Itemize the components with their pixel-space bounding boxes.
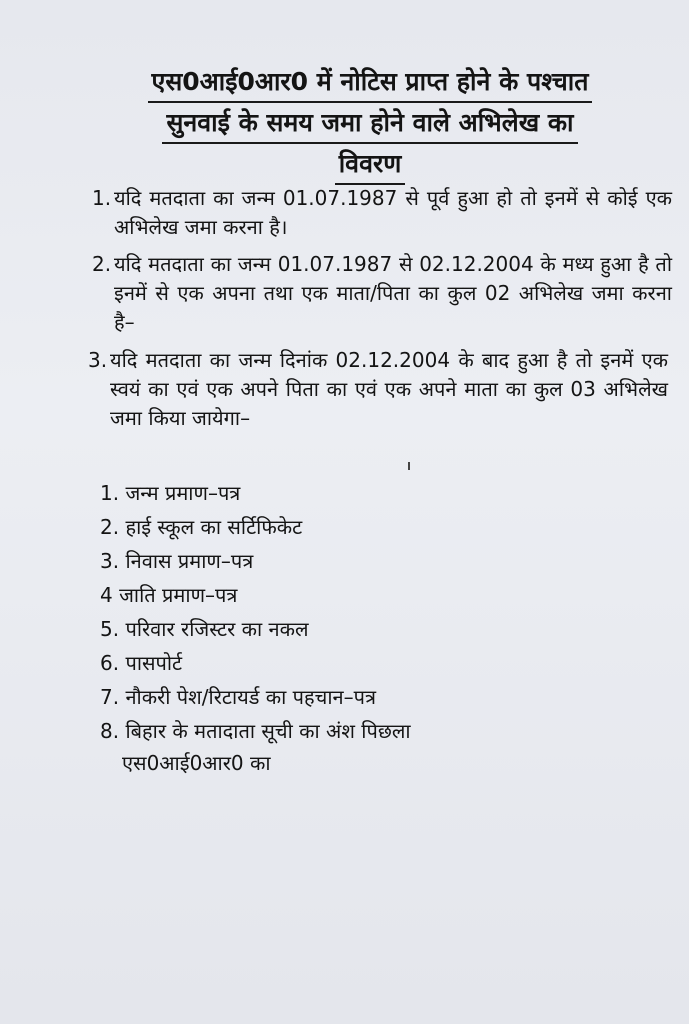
list-number: 1.	[100, 481, 120, 505]
condition-number: 3.	[88, 348, 108, 372]
list-text: जाति प्रमाण–पत्र	[119, 583, 238, 607]
title-line-3: विवरण	[335, 145, 406, 185]
list-text: नौकरी पेश/रिटायर्ड का पहचान–पत्र	[125, 685, 377, 709]
document-title	[70, 62, 670, 185]
list-number: 6.	[100, 651, 120, 675]
list-item	[100, 578, 600, 612]
condition-text: यदि मतदाता का जन्म 01.07.1987 से 02.12.2004 के मध्य हुआ है तो इनमें से एक अपना तथा एक माता/पिता का कुल 02 अभिलेख जमा करना है–	[114, 252, 672, 334]
condition-text: यदि मतदाता का जन्म दिनांक 02.12.2004 के बाद हुआ है तो इनमें एक स्वयं का एवं एक अपने पिता का एवं एक अपने माता का कुल 03 अभिलेख जमा किया जायेगा–	[110, 348, 668, 430]
list-text: निवास प्रमाण–पत्र	[125, 549, 254, 573]
list-item	[100, 476, 600, 510]
condition-item	[92, 184, 672, 242]
list-item	[100, 612, 600, 646]
list-number: 4	[100, 583, 113, 607]
list-item	[100, 680, 600, 714]
list-text: बिहार के मतादाता सूची का अंश पिछला	[125, 719, 411, 743]
document-list	[100, 476, 600, 780]
list-text: हाई स्कूल का सर्टिफिकेट	[125, 515, 303, 539]
list-item-continuation	[100, 746, 600, 780]
list-item	[100, 544, 600, 578]
list-text-continuation: एस0आई0आर0 का	[122, 751, 271, 775]
list-text: पासपोर्ट	[125, 651, 183, 675]
condition-item	[88, 346, 668, 433]
condition-number: 2.	[92, 252, 112, 276]
condition-number: 1.	[92, 186, 112, 210]
list-number: 3.	[100, 549, 120, 573]
condition-text: यदि मतदाता का जन्म 01.07.1987 से पूर्व हुआ हो तो इनमें से कोई एक अभिलेख जमा करना है।	[114, 186, 672, 239]
list-text: परिवार रजिस्टर का नकल	[125, 617, 309, 641]
title-line-1: एस0आई0आर0 में नोटिस प्राप्त होने के पश्चात	[148, 63, 593, 103]
title-line-2: सुनवाई के समय जमा होने वाले अभिलेख का	[162, 104, 577, 144]
list-text: जन्म प्रमाण–पत्र	[125, 481, 241, 505]
condition-item	[92, 250, 672, 337]
list-number: 5.	[100, 617, 120, 641]
list-item	[100, 646, 600, 680]
list-item	[100, 714, 600, 748]
stray-mark	[408, 462, 410, 470]
list-number: 8.	[100, 719, 120, 743]
list-number: 2.	[100, 515, 120, 539]
list-item	[100, 510, 600, 544]
list-number: 7.	[100, 685, 120, 709]
